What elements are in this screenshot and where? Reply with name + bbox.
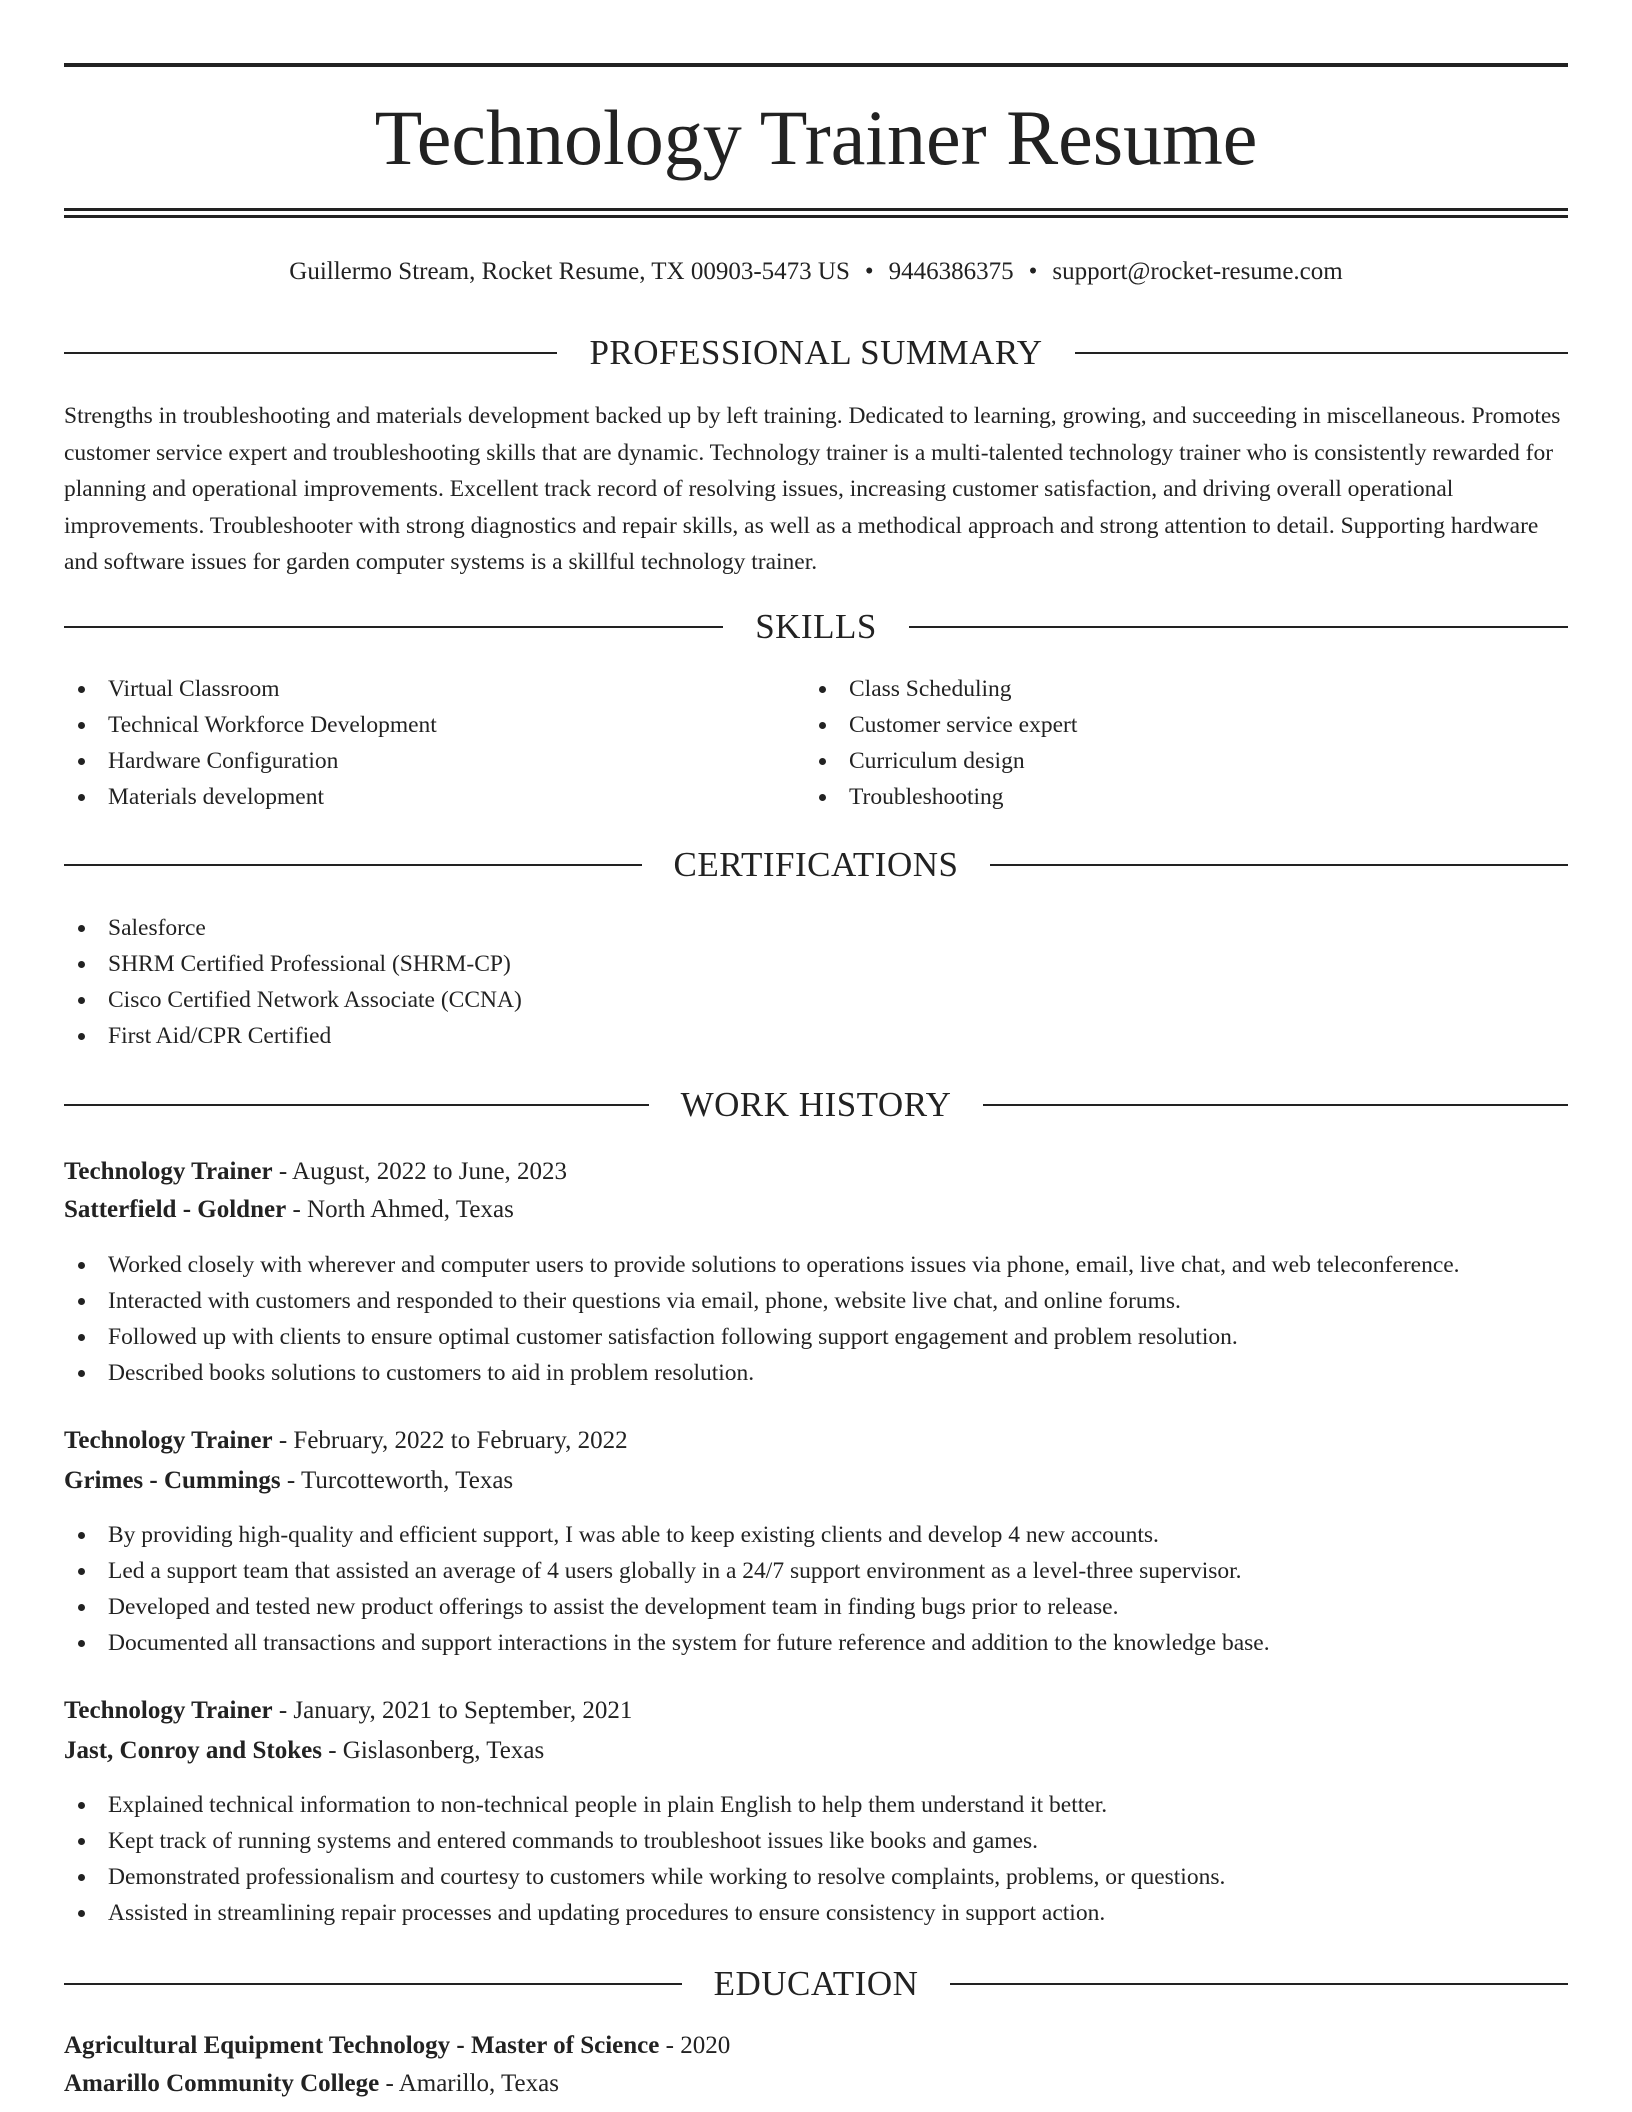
summary-text: Strengths in troubleshooting and materials development backed up by left training. Dedicated to learning, growing, and succeeding in miscellaneous. Promotes customer service expert and troubleshooting skills that are dynamic. Technology trainer is a multi-talented technology trainer who is consistently rewarded for planning and operational improvements. Excellent track record of resolving issues, increasing customer satisfaction, and driving overall operational improvements. Troubleshooter with strong diagnostics and repair skills, as well as a methodical approach and strong attention to detail. Supporting hardware and software issues for garden computer systems is a skillful technology trainer. bbox=[64, 403, 1561, 575]
job-bullet: Followed up with clients to ensure optimal customer satisfaction following support engagement and problem resolution. bbox=[64, 1319, 1460, 1355]
job-bullets bbox=[64, 1517, 1270, 1661]
heading-rule-left bbox=[64, 864, 642, 866]
job-dash: - bbox=[272, 1158, 293, 1185]
contact-separator: • bbox=[864, 258, 874, 285]
skill-item: Customer service expert bbox=[805, 707, 1077, 743]
job-title: Technology Trainer bbox=[64, 1427, 273, 1454]
heading-rule-left bbox=[64, 1983, 682, 1985]
job-bullet: Assisted in streamlining repair processes and updating procedures to ensure consistency in support action. bbox=[64, 1895, 1225, 1931]
heading-rule-right bbox=[909, 626, 1568, 628]
job-company-line bbox=[64, 1732, 1568, 1770]
heading-rule-left bbox=[64, 626, 723, 628]
job-title-line bbox=[64, 1153, 1568, 1191]
certification-item: Cisco Certified Network Associate (CCNA) bbox=[64, 982, 522, 1018]
job-company: Satterfield - Goldner bbox=[64, 1196, 287, 1223]
skills-heading: SKILLS bbox=[755, 607, 877, 646]
job-company-line bbox=[64, 1462, 1568, 1500]
education-program: Agricultural Equipment Technology - Master of Science bbox=[64, 2032, 660, 2059]
heading-rule-right bbox=[990, 864, 1568, 866]
contact-separator: • bbox=[1028, 258, 1038, 285]
skill-item: Hardware Configuration bbox=[64, 743, 437, 779]
job-dash: - bbox=[321, 1737, 343, 1764]
job-title: Technology Trainer bbox=[64, 1697, 273, 1724]
title-double-rule bbox=[64, 208, 1568, 218]
job-bullet: Kept track of running systems and entered commands to troubleshoot issues like books and games. bbox=[64, 1823, 1225, 1859]
job-title: Technology Trainer bbox=[64, 1158, 273, 1185]
job-company: Jast, Conroy and Stokes bbox=[64, 1737, 322, 1764]
education-program-line bbox=[64, 2027, 1568, 2065]
heading-rule-right bbox=[1075, 352, 1568, 354]
contact-line bbox=[64, 254, 1568, 290]
skill-item: Materials development bbox=[64, 779, 437, 815]
job-bullets bbox=[64, 1787, 1225, 1931]
skill-item: Curriculum design bbox=[805, 743, 1077, 779]
job-bullet: Worked closely with wherever and computer users to provide solutions to operations issues via phone, email, live chat, and web teleconference. bbox=[64, 1247, 1460, 1283]
job-dash: - bbox=[280, 1467, 302, 1494]
job-bullet: Interacted with customers and responded to their questions via email, phone, website live chat, and online forums. bbox=[64, 1283, 1460, 1319]
education-school: Amarillo Community College bbox=[64, 2070, 380, 2097]
certifications-heading-row bbox=[64, 843, 1568, 887]
job-dates: January, 2021 to September, 2021 bbox=[293, 1697, 633, 1724]
job-dash: - bbox=[272, 1427, 294, 1454]
heading-rule-left bbox=[64, 1104, 649, 1106]
contact-address: Guillermo Stream, Rocket Resume, TX 00903-5473 US bbox=[289, 258, 850, 285]
certification-item: SHRM Certified Professional (SHRM-CP) bbox=[64, 946, 522, 982]
certification-item: Salesforce bbox=[64, 910, 522, 946]
job-bullet: Developed and tested new product offerings to assist the development team in finding bugs prior to release. bbox=[64, 1589, 1270, 1625]
education-year: 2020 bbox=[680, 2032, 731, 2059]
education-location: Amarillo, Texas bbox=[398, 2070, 559, 2097]
skill-item: Troubleshooting bbox=[805, 779, 1077, 815]
job-bullet: By providing high-quality and efficient support, I was able to keep existing clients and develop 4 new accounts. bbox=[64, 1517, 1270, 1553]
skills-heading-row bbox=[64, 605, 1568, 649]
education-dash: - bbox=[379, 2070, 399, 2097]
education-dash: - bbox=[659, 2032, 681, 2059]
contact-email: support@rocket-resume.com bbox=[1052, 258, 1343, 285]
summary-heading-row bbox=[64, 331, 1568, 375]
job-company: Grimes - Cummings bbox=[64, 1467, 281, 1494]
certifications-heading: CERTIFICATIONS bbox=[673, 845, 959, 884]
summary-heading: PROFESSIONAL SUMMARY bbox=[589, 333, 1043, 372]
job-dates: August, 2022 to June, 2023 bbox=[292, 1158, 568, 1185]
heading-rule-left bbox=[64, 352, 557, 354]
job-location: North Ahmed, Texas bbox=[307, 1196, 514, 1223]
job-bullet: Demonstrated professionalism and courtesy to customers while working to resolve complaints, problems, or questions. bbox=[64, 1859, 1225, 1895]
job-bullet: Explained technical information to non-technical people in plain English to help them understand it better. bbox=[64, 1787, 1225, 1823]
job-company-line bbox=[64, 1191, 1568, 1229]
top-rule bbox=[64, 63, 1568, 67]
job-dash: - bbox=[286, 1196, 308, 1223]
education-heading-row bbox=[64, 1962, 1568, 2006]
skills-list-left bbox=[64, 671, 437, 815]
skill-item: Class Scheduling bbox=[805, 671, 1077, 707]
job-dates: February, 2022 to February, 2022 bbox=[293, 1427, 628, 1454]
skill-item: Technical Workforce Development bbox=[64, 707, 437, 743]
job-bullet: Described books solutions to customers to aid in problem resolution. bbox=[64, 1355, 1460, 1391]
heading-rule-right bbox=[983, 1104, 1568, 1106]
certification-item: First Aid/CPR Certified bbox=[64, 1018, 522, 1054]
job-bullet: Documented all transactions and support interactions in the system for future reference and addition to the knowledge base. bbox=[64, 1625, 1270, 1661]
job-title-line bbox=[64, 1422, 1568, 1460]
job-bullets bbox=[64, 1247, 1460, 1391]
skill-item: Virtual Classroom bbox=[64, 671, 437, 707]
job-dash: - bbox=[272, 1697, 294, 1724]
job-location: Gislasonberg, Texas bbox=[342, 1737, 545, 1764]
skills-list-right bbox=[805, 671, 1077, 815]
work-heading: WORK HISTORY bbox=[680, 1085, 952, 1124]
certifications-list bbox=[64, 910, 522, 1054]
job-bullet: Led a support team that assisted an average of 4 users globally in a 24/7 support environment as a level-three supervisor. bbox=[64, 1553, 1270, 1589]
heading-rule-right bbox=[950, 1983, 1568, 1985]
job-location: Turcotteworth, Texas bbox=[301, 1467, 514, 1494]
resume-title: Technology Trainer Resume bbox=[374, 94, 1258, 181]
education-heading: EDUCATION bbox=[713, 1964, 919, 2003]
work-heading-row bbox=[64, 1083, 1568, 1127]
education-school-line bbox=[64, 2065, 1568, 2103]
contact-phone: 9446386375 bbox=[888, 258, 1014, 285]
job-title-line bbox=[64, 1692, 1568, 1730]
